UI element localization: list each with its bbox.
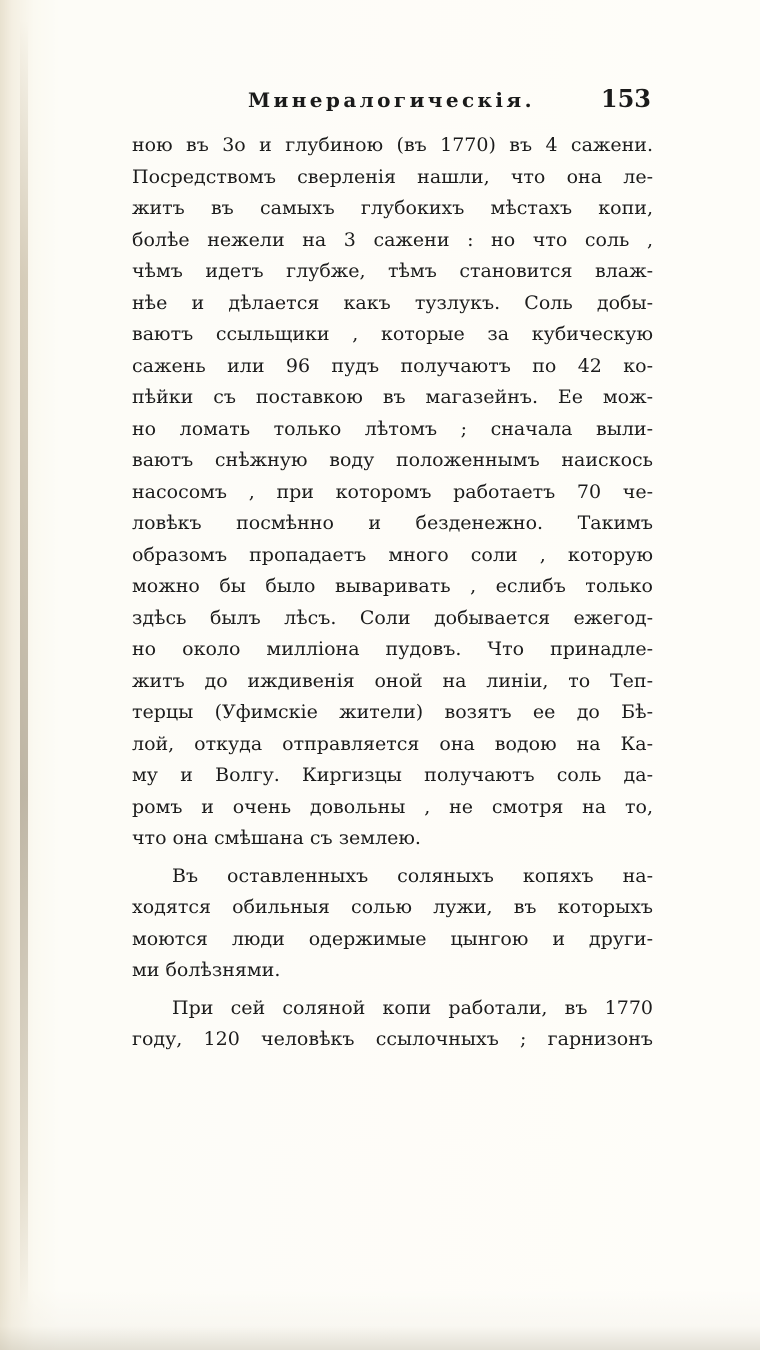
page-header: [140, 84, 655, 118]
text-line: житъ до иждивенія оной на линіи, то Теп-: [132, 669, 653, 692]
text-line: можно бы было вываривать , еслибъ только: [132, 575, 653, 597]
text-line: что она смѣшана съ землею.: [132, 827, 421, 849]
text-line: образомъ пропадаетъ много соли , которую: [132, 543, 653, 566]
text-line: житъ въ самыхъ глубокихъ мѣстахъ копи,: [132, 197, 653, 219]
text-line: сажень или 96 пудъ получаютъ по 42 ко-: [132, 354, 653, 377]
text-line: нѣе и дѣлается какъ тузлукъ. Соль добы-: [132, 291, 653, 314]
text-line: ми болѣзнями.: [132, 959, 281, 981]
text-line: ваютъ ссыльщики , которые за кубическую: [132, 323, 653, 345]
text-line: здѣсь былъ лѣсъ. Соли добывается ежегод-: [132, 606, 653, 629]
page-binding-shadow: [20, 20, 28, 1310]
text-line: Въ оставленныхъ соляныхъ копяхъ на-: [172, 864, 653, 887]
text-line: насосомъ , при которомъ работаетъ 70 че-: [132, 480, 653, 503]
text-line: моются люди одержимые цынгою и други-: [132, 927, 653, 950]
body-text: [132, 130, 653, 1056]
text-line: ловѣкъ посмѣнно и безденежно. Такимъ: [132, 512, 653, 534]
text-line: болѣе нежели на 3 сажени : но что соль ,: [132, 228, 653, 251]
page-number: 153: [600, 84, 651, 113]
text-line: пѣйки съ поставкою въ магазейнъ. Ее мож-: [132, 386, 653, 408]
text-line: ною въ 3о и глубиною (въ 1770) въ 4 сажени.: [132, 134, 653, 156]
text-line: ваютъ снѣжную воду положеннымъ наискось: [132, 449, 653, 471]
text-line: ромъ и очень довольны , не смотря на то,: [132, 795, 653, 818]
text-line: Посредствомъ сверленія нашли, что она ле-: [132, 165, 653, 188]
text-line: терцы (Уфимскіе жители) возятъ ее до Бѣ-: [132, 701, 653, 723]
text-line: но около милліона пудовъ. Что принадле-: [132, 638, 653, 660]
text-line: ходятся обильныя солью лужи, въ которыхъ: [132, 896, 653, 918]
text-line: чѣмъ идетъ глубже, тѣмъ становится влаж-: [132, 260, 653, 282]
text-line: году, 120 человѣкъ ссылочныхъ ; гарнизонъ: [132, 1028, 653, 1050]
text-line: му и Волгу. Киргизцы получаютъ соль да-: [132, 764, 653, 786]
running-title: Минералогическія.: [248, 88, 535, 112]
text-line: При сей соляной копи работали, въ 1770: [172, 996, 653, 1019]
text-line: лой, откуда отправляется она водою на Ка-: [132, 732, 653, 755]
page-bottom-edge: [0, 1290, 760, 1350]
text-line: но ломать только лѣтомъ ; сначала выли-: [132, 417, 653, 440]
